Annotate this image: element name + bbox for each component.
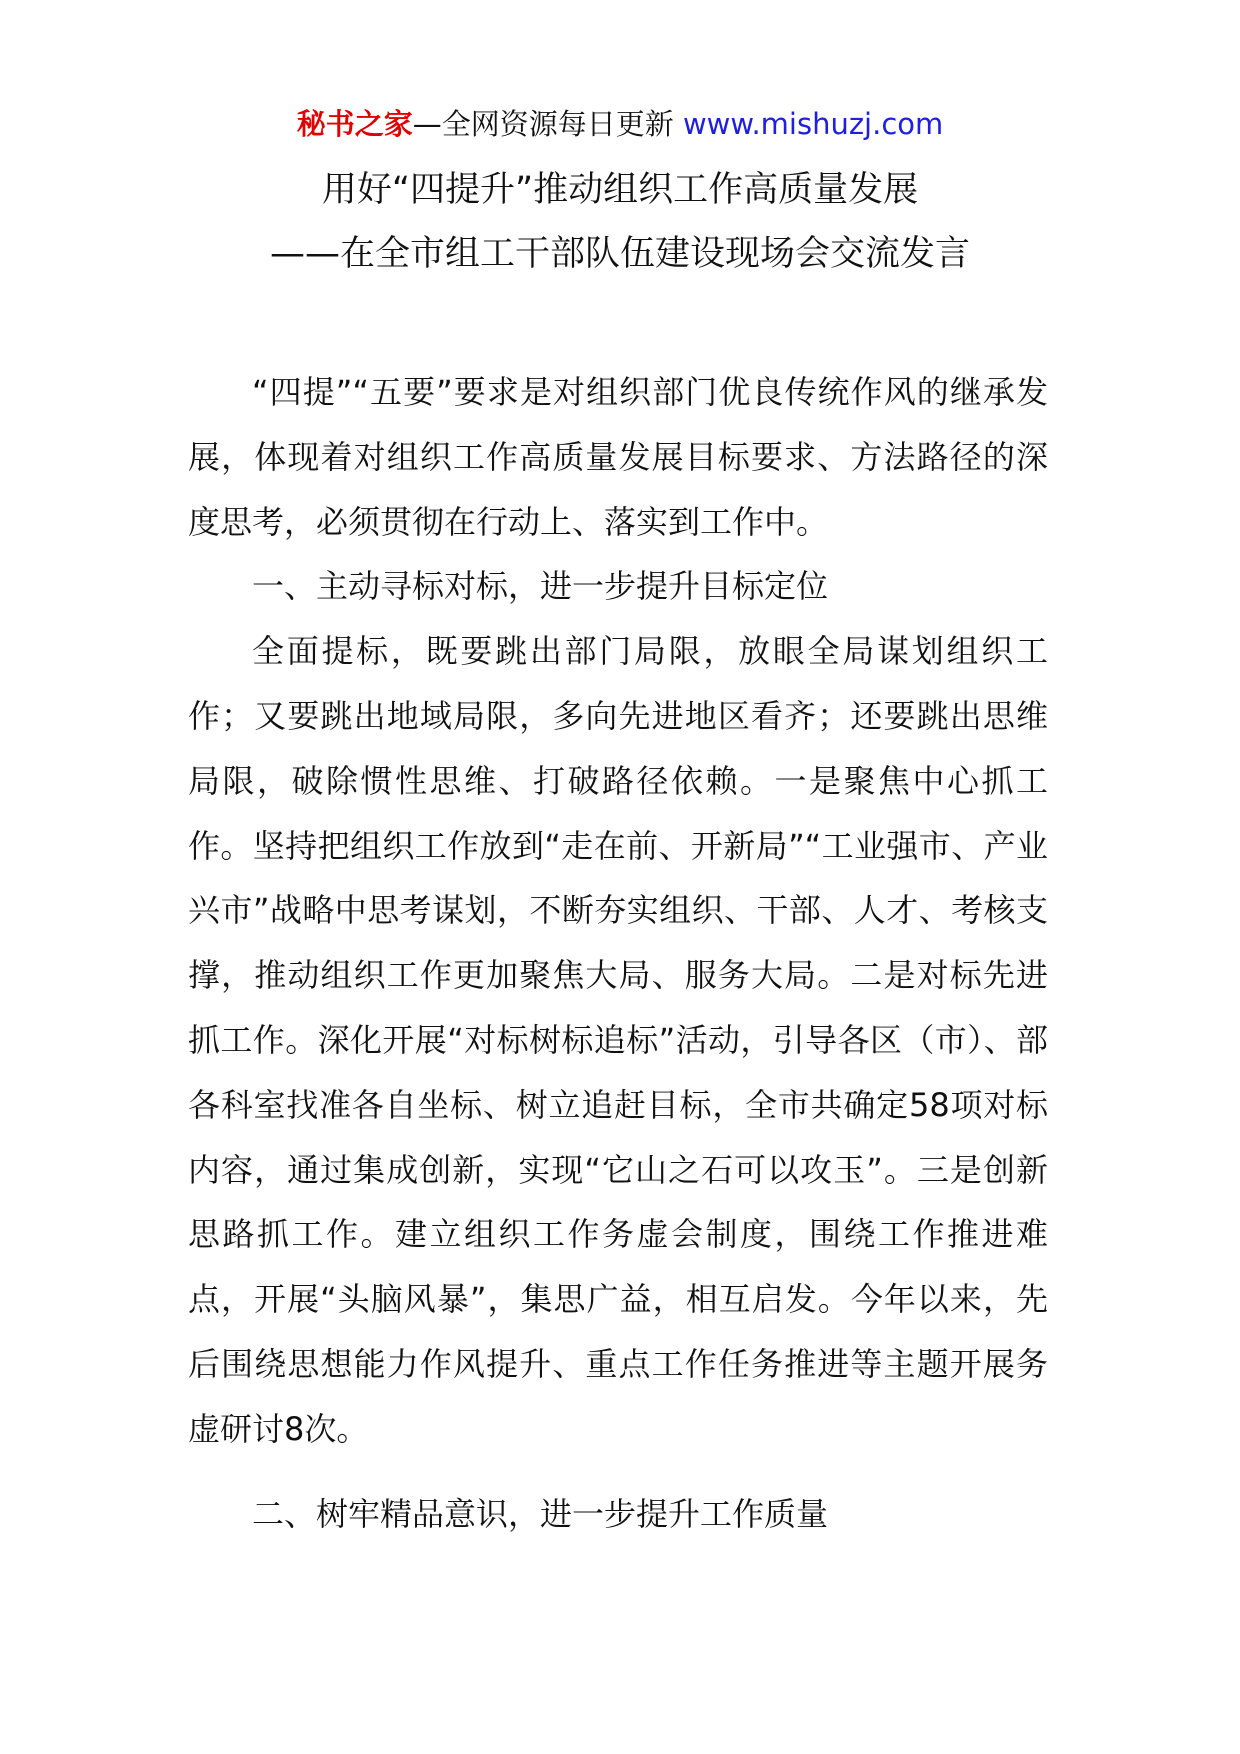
section-1-paragraph: 全面提标，既要跳出部门局限，放眼全局谋划组织工作；又要跳出地域局限，多向先进地区看齐；还要跳出思维局限，破除惯性思维、打破路径依赖。一是聚焦中心抓工作。坚持把组织工作放到“走在前、开新局”“工业强市、产业兴市”战略中思考谋划，不断夯实组织、干部、人才、考核支撑，推动组织工作更加聚焦大局、服务大局。二是对标先进抓工作。深化开展“对标树标追标”活动，引导各区（市）、部各科室找准各自坐标、树立追赶目标，全市共确定58项对标内容，通过集成创新，实现“它山之石可以攻玉”。三是创新思路抓工作。建立组织工作务虚会制度，围绕工作推进难点，开展“头脑风暴”，集思广益，相互启发。今年以来，先后围绕思想能力作风提升、重点工作任务推进等主题开展务虚研讨8次。 bbox=[188, 632, 1048, 1448]
site-brand: 秘书之家 bbox=[296, 107, 413, 141]
site-tagline: —全网资源每日更新 bbox=[412, 107, 674, 141]
document-title: 用好“四提升”推动组织工作高质量发展 bbox=[321, 170, 919, 210]
section-heading-1: 一、主动寻标对标，进一步提升目标定位 bbox=[252, 567, 829, 606]
document-body bbox=[188, 360, 1048, 1546]
section-heading-2: 二、树牢精品意识，进一步提升工作质量 bbox=[252, 1494, 829, 1533]
document-subtitle: ——在全市组工干部队伍建设现场会交流发言 bbox=[269, 234, 970, 274]
intro-paragraph: “四提”“五要”要求是对组织部门优良传统作风的继承发展，体现着对组织工作高质量发展目标要求、方法路径的深度思考，必须贯彻在行动上、落实到工作中。 bbox=[188, 373, 1048, 541]
site-header bbox=[0, 104, 1240, 144]
site-url-link[interactable]: www.mishuzj.com bbox=[682, 107, 944, 141]
